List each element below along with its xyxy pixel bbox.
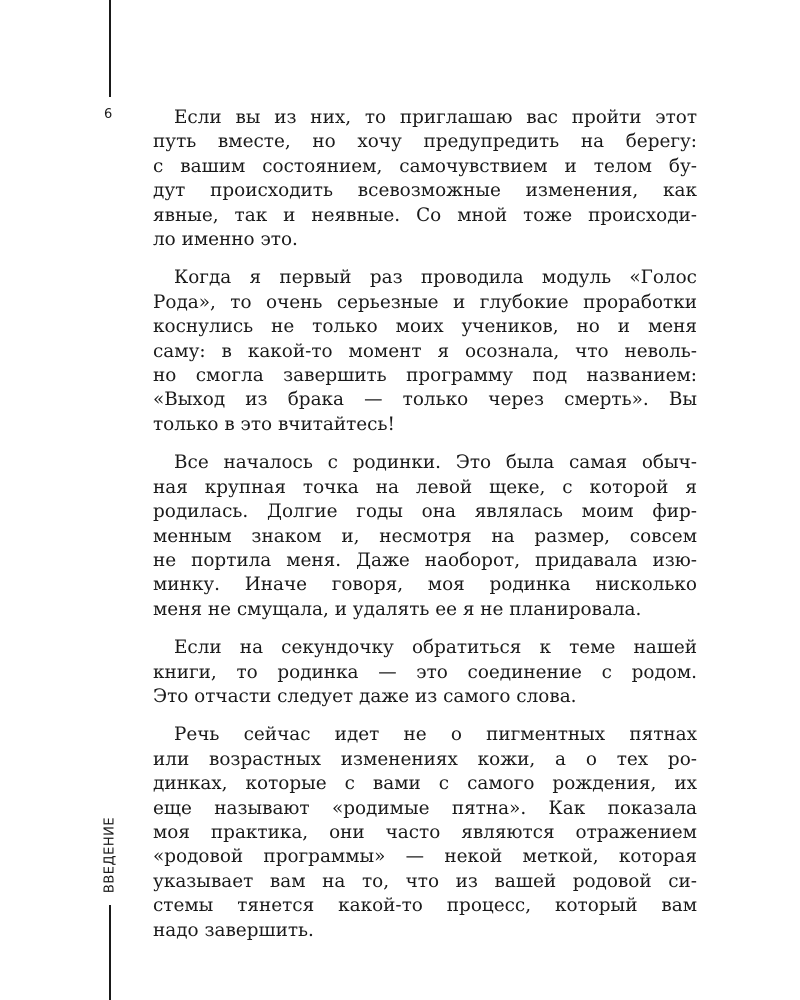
text-line: ло именно это. bbox=[153, 229, 298, 251]
text-line: Все началось с родинки. Это была самая обыч- bbox=[174, 452, 697, 474]
bottom-margin-rule bbox=[109, 905, 111, 1000]
paragraph bbox=[153, 106, 697, 252]
top-margin-rule bbox=[109, 0, 111, 97]
text-line: «Выход из брака — только через смерть». Вы bbox=[153, 389, 697, 411]
text-line: Если на секундочку обратиться к теме нашей bbox=[174, 637, 697, 659]
text-line: меня не смущала, и удалять ее я не планировала. bbox=[153, 598, 642, 620]
paragraph bbox=[153, 723, 697, 943]
text-line: дут происходить всевозможные изменения, как bbox=[153, 180, 697, 202]
text-line: саму: в какой-то момент я осознала, что неволь- bbox=[153, 340, 697, 362]
text-line: или возрастных изменениях кожи, а о тех ро- bbox=[153, 748, 697, 770]
text-line: «родовой программы» — некой меткой, которая bbox=[153, 846, 697, 868]
text-line: Если вы из них, то приглашаю вас пройти этот bbox=[174, 107, 697, 128]
text-line: с вашим состоянием, самочувствием и телом бу- bbox=[153, 155, 697, 177]
text-line: надо завершить. bbox=[153, 919, 314, 941]
text-line: Это отчасти следует даже из самого слова. bbox=[153, 685, 577, 707]
text-line: указывает вам на то, что из вашей родовой си- bbox=[153, 870, 697, 892]
text-line: книги, то родинка — это соединение с родом. bbox=[153, 661, 697, 683]
page-number: 6 bbox=[104, 107, 113, 122]
text-line: коснулись не только моих учеников, но и меня bbox=[153, 316, 697, 338]
text-line: стемы тянется какой-то процесс, который вам bbox=[153, 895, 697, 917]
text-line: Когда я первый раз проводила модуль «Голос bbox=[174, 267, 697, 289]
text-line: ная крупная точка на левой щеке, с которой я bbox=[153, 476, 697, 498]
section-label: ВВЕДЕНИЕ bbox=[102, 816, 118, 894]
text-line: еще называют «родимые пятна». Как показала bbox=[153, 797, 697, 819]
paragraph bbox=[153, 266, 697, 437]
paragraph bbox=[153, 451, 697, 622]
text-line: путь вместе, но хочу предупредить на берегу: bbox=[153, 131, 697, 153]
text-line: Речь сейчас идет не о пигментных пятнах bbox=[174, 724, 697, 746]
text-line: не портила меня. Даже наоборот, придавала изю- bbox=[153, 549, 697, 571]
paragraph bbox=[153, 636, 697, 709]
text-line: динках, которые с вами с самого рождения, их bbox=[153, 773, 697, 795]
body-text bbox=[153, 106, 697, 943]
text-line: родилась. Долгие годы она являлась моим фир- bbox=[153, 501, 697, 523]
text-line: но смогла завершить программу под названием: bbox=[153, 365, 697, 387]
text-line: минку. Иначе говоря, моя родинка нисколько bbox=[153, 574, 697, 596]
text-line: Рода», то очень серьезные и глубокие проработки bbox=[153, 291, 697, 313]
text-line: только в это вчитайтесь! bbox=[153, 413, 395, 435]
text-line: моя практика, они часто являются отражением bbox=[153, 821, 697, 843]
text-line: менным знаком и, несмотря на размер, совсем bbox=[153, 525, 697, 547]
text-line: явные, так и неявные. Со мной тоже происходи- bbox=[153, 204, 697, 226]
